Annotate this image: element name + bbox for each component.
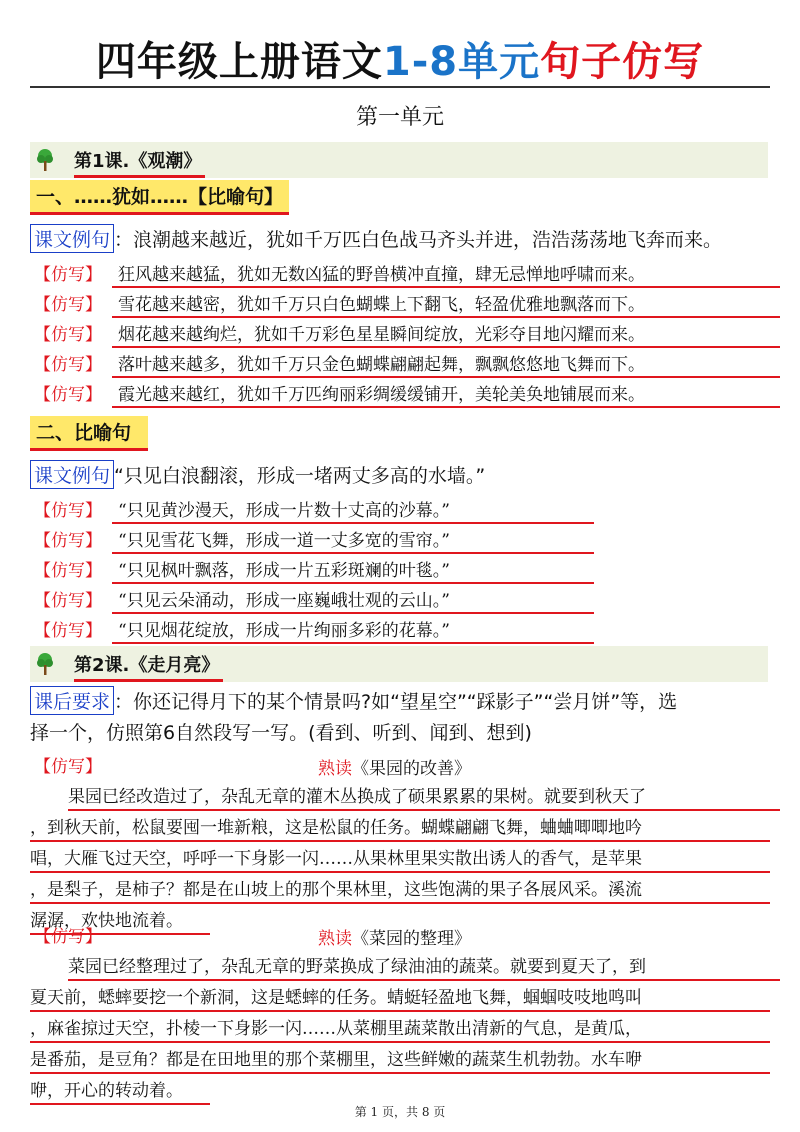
imitation-tag: 【仿写】	[34, 591, 102, 611]
imitation-tag: 【仿写】	[34, 561, 102, 581]
paragraph-line-text: 咿，开心的转动着。	[30, 1081, 183, 1101]
imitation-row	[34, 350, 780, 378]
imitation-text: 狂风越来越猛，犹如无数凶猛的野兽横冲直撞，肆无忌惮地呼啸而来。	[118, 265, 645, 285]
imitation-text: “只见枫叶飘落，形成一片五彩斑斓的叶毯。”	[118, 561, 450, 581]
paragraph-line-text: 果园已经改造过了，杂乱无章的灌木丛换成了硕果累累的果树。就要到秋天了	[68, 787, 646, 807]
imitation-text: “只见黄沙漫天，形成一片数十丈高的沙幕。”	[118, 501, 450, 521]
block-1-paragraph	[30, 782, 774, 937]
paragraph-underline	[68, 809, 780, 811]
paragraph-line	[30, 844, 774, 875]
requirement-text-2: 择一个，仿照第6自然段写一写。(看到、听到、闻到、想到)	[30, 722, 532, 744]
page-footer: 第 1 页，共 8 页	[354, 1105, 446, 1119]
lesson-2-label	[74, 651, 219, 677]
section-2-heading	[30, 416, 148, 448]
paragraph-line-text: ，到秋天前，松鼠要囤一堆新粮，这是松鼠的任务。蝴蝶翩翩飞舞，蛐蛐唧唧地吟	[30, 818, 642, 838]
imitation-tag: 【仿写】	[34, 355, 102, 375]
lesson-1-header	[30, 142, 768, 178]
section-1-heading-underline	[30, 212, 289, 215]
imitation-row	[34, 526, 594, 554]
imitation-underline	[112, 642, 594, 644]
imitation-text: “只见雪花飞舞，形成一道一丈多宽的雪帘。”	[118, 531, 450, 551]
imitation-row	[34, 616, 594, 644]
paragraph-line	[30, 952, 774, 983]
example-tag: 课文例句	[30, 224, 114, 253]
block-1-imitation-tag: 【仿写】	[34, 757, 102, 777]
imitation-text: 雪花越来越密，犹如千万只白色蝴蝶上下翻飞，轻盈优雅地飘落而下。	[118, 295, 645, 315]
lesson-2-requirement-line-1	[30, 686, 677, 715]
lesson-2-requirement-line-2	[30, 718, 532, 745]
paragraph-line-text: ，是梨子，是柿子？都是在山坡上的那个果林里，这些饱满的果子各展风采。溪流	[30, 880, 642, 900]
imitation-underline	[112, 286, 780, 288]
imitation-underline	[112, 376, 780, 378]
paragraph-underline	[68, 979, 780, 981]
imitation-underline	[112, 406, 780, 408]
imitation-tag: 【仿写】	[34, 621, 102, 641]
paragraph-line-text: 菜园已经整理过了，杂乱无章的野菜换成了绿油油的蔬菜。就要到夏天了，到	[68, 957, 646, 977]
paragraph-line	[30, 1014, 774, 1045]
section-2-example	[30, 460, 485, 489]
paragraph-underline	[30, 871, 770, 873]
section-1-heading	[30, 180, 289, 212]
paragraph-line-text: 是番茄，是豆角？都是在田地里的那个菜棚里，这些鲜嫩的蔬菜生机勃勃。水车咿	[30, 1050, 642, 1070]
imitation-text: 落叶越来越多，犹如千万只金色蝴蝶翩翩起舞，飘飘悠悠地飞舞而下。	[118, 355, 645, 375]
block-2-title	[318, 924, 471, 949]
paragraph-underline	[30, 1010, 770, 1012]
imitation-tag: 【仿写】	[34, 501, 102, 521]
imitation-tag: 【仿写】	[34, 531, 102, 551]
block-2-paragraph	[30, 952, 774, 1107]
read-label: 熟读	[318, 759, 352, 779]
imitation-text: “只见烟花绽放，形成一片绚丽多彩的花幕。”	[118, 621, 450, 641]
imitation-text: 霞光越来越红，犹如千万匹绚丽彩绸缓缓铺开，美轮美奂地铺展而来。	[118, 385, 645, 405]
document-title	[0, 30, 800, 87]
imitation-row	[34, 556, 594, 584]
requirement-tag: 课后要求	[30, 686, 114, 715]
paragraph-underline	[30, 902, 770, 904]
imitation-underline	[112, 552, 594, 554]
section-1-example	[30, 224, 722, 253]
read-label: 熟读	[318, 929, 352, 949]
imitation-text: 烟花越来越绚烂，犹如千万彩色星星瞬间绽放，光彩夺目地闪耀而来。	[118, 325, 645, 345]
lesson-1-underline	[74, 175, 205, 178]
imitation-row	[34, 320, 780, 348]
imitation-tag: 【仿写】	[34, 295, 102, 315]
section-2-heading-underline	[30, 448, 148, 451]
paragraph-line	[30, 983, 774, 1014]
imitation-underline	[112, 346, 780, 348]
title-part-grade: 四年级上册语文	[95, 39, 383, 85]
imitation-underline	[112, 612, 594, 614]
imitation-underline	[112, 316, 780, 318]
section-2-heading-text: 二、比喻句	[36, 422, 132, 444]
block-2-imitation-tag: 【仿写】	[34, 927, 102, 947]
imitation-row	[34, 380, 780, 408]
imitation-row	[34, 290, 780, 318]
paragraph-line-text: 唱，大雁飞过天空，呼呼一下身影一闪……从果林里果实散出诱人的香气，是苹果	[30, 849, 642, 869]
paragraph-line-text: 夏天前，蟋蟀要挖一个新洞，这是蟋蟀的任务。蜻蜓轻盈地飞舞，蝈蝈吱吱地鸣叫	[30, 988, 642, 1008]
paragraph-line-text: 潺潺，欢快地流着。	[30, 911, 183, 931]
lesson-2-header	[30, 646, 768, 682]
read-title: 《菜园的整理》	[352, 929, 471, 949]
paragraph-underline	[30, 1041, 770, 1043]
paragraph-line	[30, 875, 774, 906]
imitation-row	[34, 586, 594, 614]
imitation-row	[34, 496, 594, 524]
example-text: “只见白浪翻滚，形成一堵两丈多高的水墙。”	[114, 465, 486, 487]
paragraph-underline	[30, 1072, 770, 1074]
lesson-1-label	[74, 147, 201, 173]
read-title: 《果园的改善》	[352, 759, 471, 779]
title-part-topic: 句子仿写	[540, 39, 705, 85]
section-1-heading-text: 一、……犹如……【比喻句】	[36, 186, 284, 208]
imitation-underline	[112, 582, 594, 584]
lesson-2-label-text: 第2课.《走月亮》	[74, 655, 220, 676]
example-text: ：浪潮越来越近，犹如千万匹白色战马齐头并进，浩浩荡荡地飞奔而来。	[114, 229, 723, 251]
title-part-units: 1-8单元	[382, 39, 541, 85]
imitation-tag: 【仿写】	[34, 385, 102, 405]
imitation-tag: 【仿写】	[34, 325, 102, 345]
lesson-2-underline	[74, 679, 223, 682]
paragraph-line	[30, 813, 774, 844]
imitation-row	[34, 260, 780, 288]
imitation-tag: 【仿写】	[34, 265, 102, 285]
block-1-title	[318, 754, 471, 779]
imitation-underline	[112, 522, 594, 524]
imitation-text: “只见云朵涌动，形成一座巍峨壮观的云山。”	[118, 591, 450, 611]
unit-title: 第一单元	[355, 105, 444, 130]
title-divider	[30, 86, 770, 88]
paragraph-underline	[30, 840, 770, 842]
paragraph-line	[30, 782, 774, 813]
example-tag: 课文例句	[30, 460, 114, 489]
tree-icon	[36, 148, 54, 172]
requirement-text-1: ：你还记得月下的某个情景吗?如“望星空”“踩影子”“尝月饼”等，选	[114, 691, 678, 713]
paragraph-line-text: ，麻雀掠过天空，扑棱一下身影一闪……从菜棚里蔬菜散出清新的气息，是黄瓜，	[30, 1019, 642, 1039]
lesson-1-label-text: 第1课.《观潮》	[74, 151, 202, 172]
tree-icon	[36, 652, 54, 676]
paragraph-line	[30, 1045, 774, 1076]
